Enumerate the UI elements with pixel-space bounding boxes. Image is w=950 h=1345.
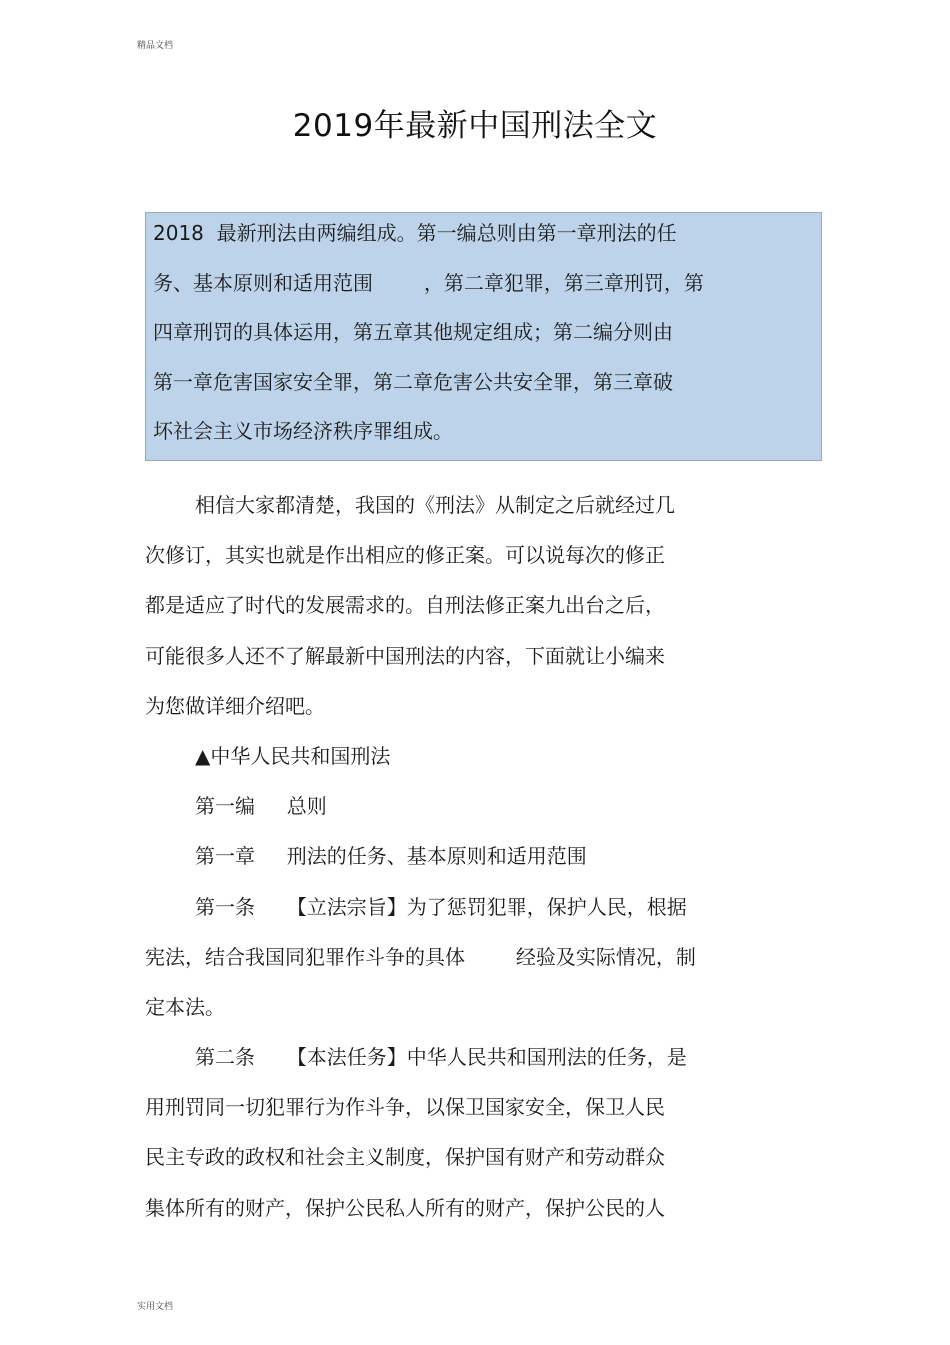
summary-line: 坏社会主义市场经济秩序罪组成。 [153,419,453,443]
summary-line: 2018 最新刑法由两编组成。第一编总则由第一章刑法的任 [153,221,677,245]
header-watermark: 精品文档 [137,41,174,51]
summary-line: 第一章危害国家安全罪，第二章危害公共安全罪，第三章破 [153,369,673,394]
summary-line: 四章刑罚的具体运用，第五章其他规定组成；第二编分则由 [153,320,673,344]
article-line: 用刑罚同一切犯罪行为作斗争，以保卫国家安全，保卫人民 [145,1095,665,1120]
article-line: 宪法，结合我国同犯罪作斗争的具体 经验及实际情况，制 [145,944,696,969]
summary-line: 务、基本原则和适用范围 ，第二章犯罪，第三章刑罚，第 [153,270,704,295]
law-heading: ▲中华人民共和国刑法 [195,743,391,768]
body-line: 为您做详细介绍吧。 [145,693,325,718]
footer-watermark: 实用文档 [137,1302,174,1312]
article-line: 第一条 【立法宗旨】为了惩罚犯罪，保护人民，根据 [195,894,687,919]
body-line: 可能很多人还不了解最新中国刑法的内容，下面就让小编来 [145,643,665,668]
article-line: 第二条 【本法任务】中华人民共和国刑法的任务，是 [195,1045,687,1070]
chapter-heading: 第一章 刑法的任务、基本原则和适用范围 [195,844,587,869]
body-text [145,490,825,1243]
part-heading: 第一编 总则 [195,794,327,819]
summary-box [145,212,822,461]
body-line: 都是适应了时代的发展需求的。自刑法修正案九出台之后， [145,593,665,618]
body-line: 次修订，其实也就是作出相应的修正案。可以说每次的修正 [145,543,665,568]
article-line: 集体所有的财产，保护公民私人所有的财产，保护公民的人 [145,1195,665,1220]
article-line: 民主专政的政权和社会主义制度，保护国有财产和劳动群众 [145,1145,665,1170]
body-line: 相信大家都清楚，我国的《刑法》从制定之后就经过几 [195,493,675,517]
document-title: 2019年最新中国刑法全文 [292,108,658,144]
article-line: 定本法。 [145,994,225,1019]
